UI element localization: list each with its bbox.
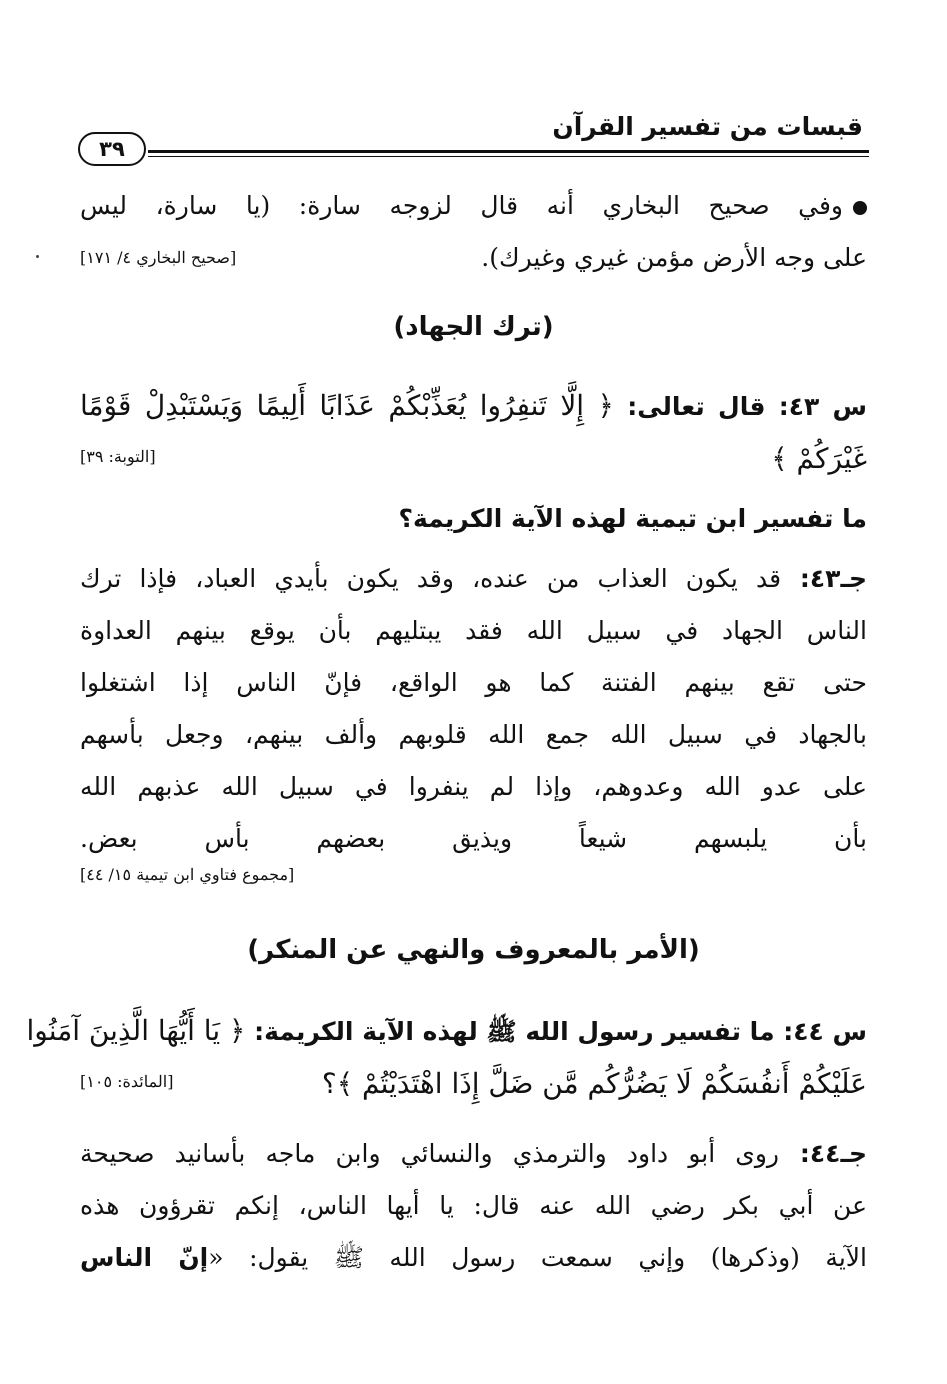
question-text: ما تفسير ابن تيمية لهذه الآية الكريمة؟ bbox=[398, 504, 867, 533]
answer-43: جـ٤٣: قد يكون العذاب من عنده، وقد يكون بأيدي العباد، فإذا ترك الناس الجهاد في سبيل الله فقد يبتليهم بأن يوقع بينهم العداوة حتى تقع بينهم الفتنة كما هو الواقع، فإنّ الناس إذا اشتغلوا بالجهاد في سبيل الله جمع الله قلوبهم وألف بينهم، وجعل بأسهم على عدو الله وعدوهم، وإذا لم ينفروا في سبيل الله عذبهم الله بأن يلبسهم شيعاً ويذيق بعضهم بأس بعض. [مجموع فتاوي ابن تيمية ١٥/ ٤٤] bbox=[80, 564, 867, 884]
paragraph-line: وفي صحيح البخاري أنه قال لزوجه سارة: (يا سارة، ليس bbox=[80, 180, 867, 232]
quran-verse: ﴿ إِلَّا تَنفِرُوا يُعَذِّبْكُمْ عَذَابًا أَلِيمًا وَيَسْتَبْدِلْ قَوْمًا bbox=[80, 389, 614, 422]
page-number: ٣٩ bbox=[78, 132, 146, 166]
answer-44: جـ٤٤: روى أبو داود والترمذي والنسائي وابن ماجه بأسانيد صحيحة عن أبي بكر رضي الله عنه قال: يا أيها الناس، إنكم تقرؤون هذه الآية (وذكرها) وإني سمعت رسول الله ﷺ يقول: «إنّ الناس bbox=[80, 1139, 867, 1272]
answer-label: جـ٤٣: bbox=[781, 564, 867, 593]
running-header-title: قبسات من تفسير القرآن bbox=[552, 112, 863, 141]
section-heading-jihad: (ترك الجهاد) bbox=[393, 312, 554, 342]
bullet-icon bbox=[853, 201, 867, 215]
question-label: س ٤٤: bbox=[774, 1017, 867, 1046]
surah-reference: [التوبة: ٣٩] bbox=[80, 447, 156, 466]
answer-label: جـ٤٤: bbox=[779, 1139, 867, 1168]
header-rule bbox=[148, 150, 869, 153]
speck bbox=[36, 255, 39, 258]
surah-reference: [المائدة: ١٠٥] bbox=[80, 1072, 174, 1091]
section-heading-enjoining-good: (الأمر بالمعروف والنهي عن المنكر) bbox=[247, 935, 700, 965]
source-reference: [صحيح البخاري ٤/ ١٧١] bbox=[80, 248, 237, 267]
question-43: س ٤٣: قال تعالى: ﴿ إِلَّا تَنفِرُوا يُعَذِّبْكُمْ عَذَابًا أَلِيمًا وَيَسْتَبْدِلْ قَوْمًا غَيْرَكُمْ ﴾ [التوبة: ٣٩] ما تفسير ابن تيمية لهذه الآية الكريمة؟ bbox=[80, 380, 867, 545]
paragraph-line-with-ref: على وجه الأرض مؤمن غيري وغيرك). [صحيح البخاري ٤/ ١٧١] bbox=[80, 243, 867, 272]
header-rule-thin bbox=[148, 156, 869, 157]
source-reference: [مجموع فتاوي ابن تيمية ١٥/ ٤٤] bbox=[80, 865, 295, 884]
question-label: س ٤٣: bbox=[765, 392, 868, 421]
bukhari-paragraph bbox=[80, 180, 867, 284]
quran-verse: ﴿ يَا أَيُّهَا الَّذِينَ آمَنُوا bbox=[26, 1014, 246, 1047]
question-44: س ٤٤: ما تفسير رسول الله ﷺ لهذه الآية الكريمة: ﴿ يَا أَيُّهَا الَّذِينَ آمَنُوا عَلَيْكُمْ أَنفُسَكُمْ لَا يَضُرُّكُم مَّن ضَلَّ إِذَا اهْتَدَيْتُمْ ﴾؟ [المائدة: ١٠٥] bbox=[26, 1014, 867, 1100]
